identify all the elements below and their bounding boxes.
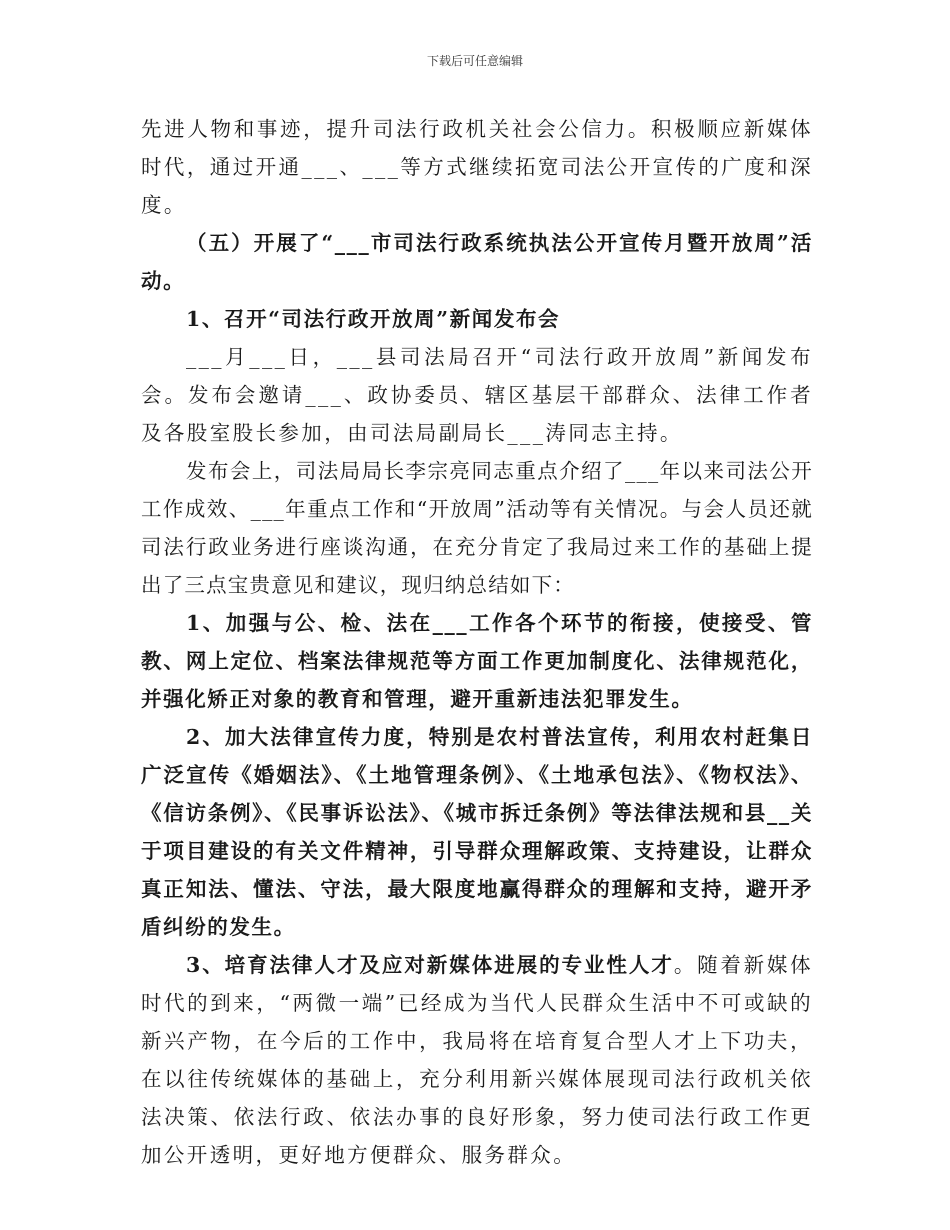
suggestion-1: 1、加强与公、检、法在___工作各个环节的衔接，使接受、管教、网上定位、档案法律规范等方面工作更加制度化、法律规范化，并强化矫正对象的教育和管理，避开重新违法犯罪发生。 (141, 611, 813, 711)
suggestion-3-body: 。随着新媒体时代的到来，“两微一端”已经成为当代人民群众生活中不可或缺的新兴产物，在今后的工作中，我局将在培育复合型人才上下功夫，在以往传统媒体的基础上，充分利用新兴媒体展现司法行政机关依法决策、依法行政、依法办事的良好形象，努力使司法行政工作更加公开透明，更好地方便群众、服务群众。 (141, 953, 813, 1167)
page-header: 下载后可任意编辑 (426, 54, 523, 68)
document-body (141, 110, 813, 1174)
suggestion-3-heading: 3、培育法律人才及应对新媒体进展的专业性人才 (186, 953, 674, 977)
paragraph-meeting-summary: 发布会上，司法局局长李宗亮同志重点介绍了___年以来司法公开工作成效、___年重点工作和“开放周”活动等有关情况。与会人员还就司法行政业务进行座谈沟通，在充分肯定了我局过来工作的基础上提出了三点宝贵意见和建议，现归纳总结如下： (141, 459, 813, 597)
suggestion-2: 2、加大法律宣传力度，特别是农村普法宣传，利用农村赶集日广泛宣传《婚姻法》、《土地管理条例》、《土地承包法》、《物权法》、《信访条例》、《民事诉讼法》、《城市拆迁条例》等法律法规和县__关于项目建设的有关文件精神，引导群众理解政策、支持建设，让群众真正知法、懂法、守法，最大限度地赢得群众的理解和支持，避开矛盾纠纷的发生。 (141, 725, 813, 939)
paragraph-press-conference: ___月___日，___县司法局召开“司法行政开放周”新闻发布会。发布会邀请___、政协委员、辖区基层干部群众、法律工作者及各股室股长参加，由司法局副局长___涛同志主持。 (141, 345, 813, 445)
paragraph-intro: 先进人物和事迹，提升司法行政机关社会公信力。积极顺应新媒体时代，通过开通___、___等方式继续拓宽司法公开宣传的广度和深度。 (141, 117, 813, 217)
suggestion-3 (141, 946, 813, 1174)
subheading-press-conference: 1、召开“司法行政开放周”新闻发布会 (186, 307, 561, 331)
section-heading-5: （五）开展了“___市司法行政系统执法公开宣传月暨开放周”活动。 (141, 231, 813, 293)
